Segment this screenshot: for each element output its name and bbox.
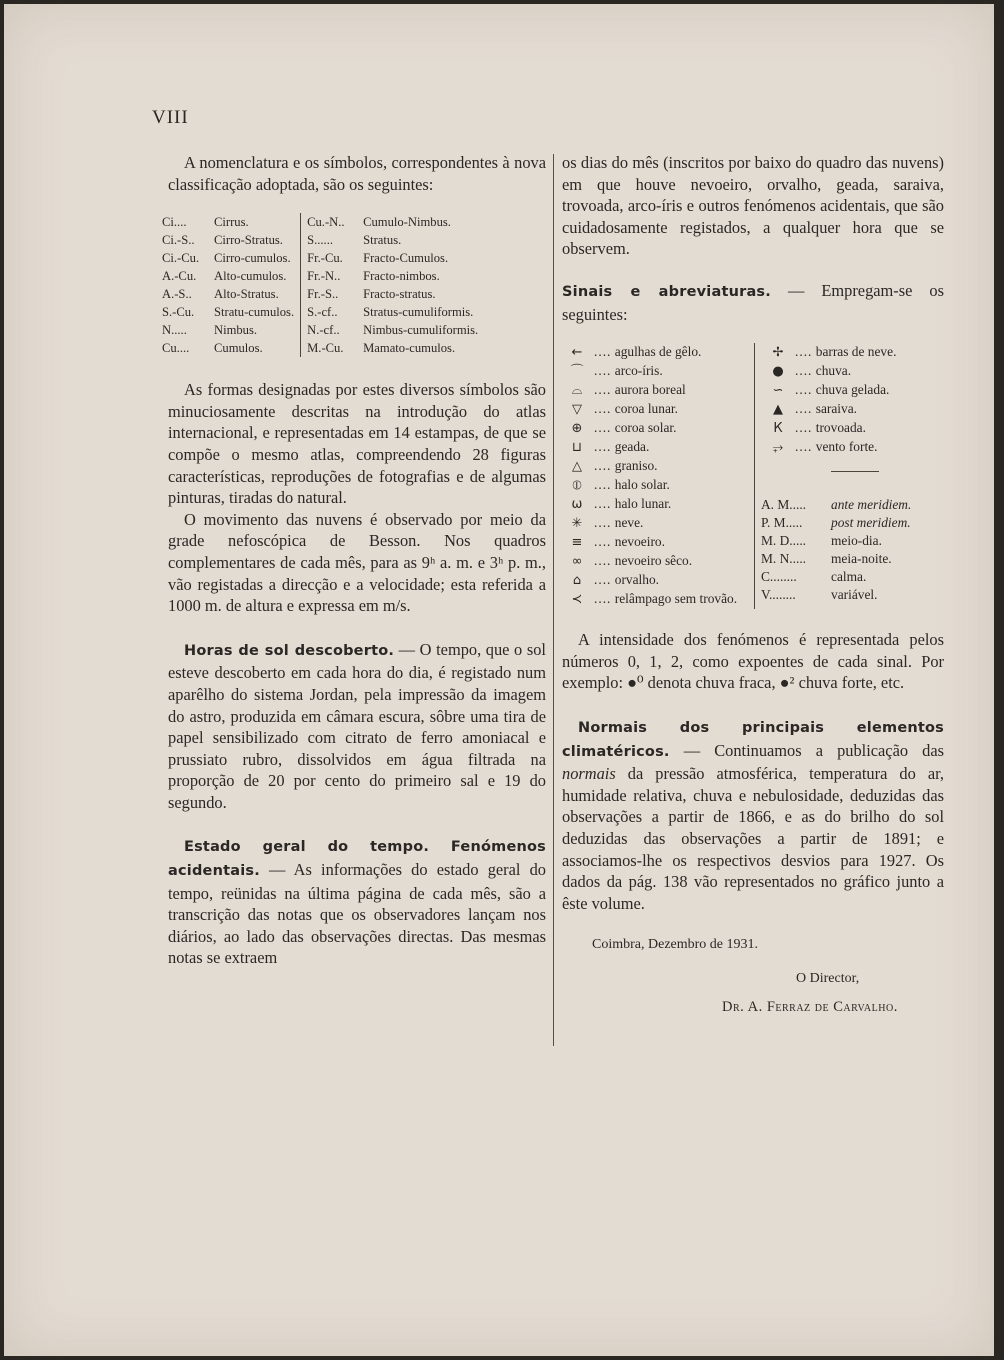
abbreviation-key: N.-cf.. <box>307 323 340 338</box>
abbreviation-row <box>307 285 478 303</box>
abbreviation-row <box>307 249 478 267</box>
abbreviation-value: Cirro-cumulos. <box>214 251 291 266</box>
symbol-row <box>560 514 750 533</box>
abbreviation-row <box>307 321 478 339</box>
time-abbr-value: ante meridiem. <box>831 497 912 513</box>
symbol-dots: .... <box>795 439 813 455</box>
abbreviation-value: Stratus-cumuliformis. <box>363 305 474 320</box>
strong-rain-example: ●² <box>779 673 795 693</box>
symbol-row <box>560 419 750 438</box>
symbol-label: arco-íris. <box>614 363 663 379</box>
symbol-label: vento forte. <box>815 439 878 455</box>
aurora-icon: ⌓ <box>571 383 583 399</box>
cloud-abbr-column-2 <box>300 213 478 357</box>
signs-paragraph <box>562 280 944 325</box>
signature-title: O Director, <box>796 970 860 986</box>
symbol-row <box>560 552 750 571</box>
time-abbr-row <box>761 496 941 514</box>
symbol-dots: .... <box>594 515 612 531</box>
weather-state-text: — As informações do estado geral do tempo, reünidas na última página de cada mês, são a transcrição das notas que os observadores lançam nos diários, ao lado das observações directas. Das mesmas notas se extraem <box>168 860 546 968</box>
symbol-label: aurora boreal <box>614 382 686 398</box>
intensity-text-a: A intensidade dos fenómenos é representada pelos números 0, 1, 2, como expoentes de cada sinal. Por exemplo: <box>562 630 944 693</box>
snow-icon: ✳ <box>571 516 583 532</box>
symbol-label: chuva gelada. <box>815 382 890 398</box>
intensity-paragraph <box>562 629 944 694</box>
weather-state-paragraph <box>168 835 546 969</box>
abbreviation-key: Cu.-N.. <box>307 215 345 230</box>
weak-rain-example: ●⁰ <box>627 673 644 693</box>
dry-fog-icon: ∞ <box>571 554 583 570</box>
symbol-label: trovoada. <box>815 420 866 436</box>
lightning-icon: ≺ <box>571 592 583 608</box>
abbreviation-key: Ci.... <box>162 215 187 230</box>
symbol-row <box>761 381 941 400</box>
fog-icon: ≡ <box>571 535 583 551</box>
time-abbr-row <box>761 586 941 604</box>
abbreviation-key: M.-Cu. <box>307 341 344 356</box>
column-divider <box>553 154 554 1046</box>
symbol-dots: .... <box>795 363 813 379</box>
symbols-column-2 <box>754 343 941 609</box>
abbreviation-value: Stratus. <box>363 233 402 248</box>
abbreviation-value: Alto-cumulos. <box>214 269 287 284</box>
abbreviation-row <box>162 285 294 303</box>
time-abbr-value: meio-dia. <box>831 533 882 549</box>
time-abbr-value: variável. <box>831 587 878 603</box>
abbreviation-value: Fracto-stratus. <box>363 287 436 302</box>
cloud-abbr-column-1 <box>162 213 300 357</box>
symbol-dots: .... <box>795 382 813 398</box>
abbreviation-key: Ci.-S.. <box>162 233 195 248</box>
symbol-label: halo solar. <box>614 477 670 493</box>
normals-emphasis: normais <box>562 764 616 784</box>
symbol-label: graniso. <box>614 458 658 474</box>
snow-bars-icon: ✢ <box>772 345 784 361</box>
time-abbreviations <box>761 496 941 604</box>
hail-icon: △ <box>572 459 582 475</box>
symbol-row <box>560 476 750 495</box>
signature-name: Dr. A. Ferraz de Carvalho. <box>722 999 898 1016</box>
abbreviation-key: S.-cf.. <box>307 305 338 320</box>
solar-halo-icon: ⦶ <box>572 478 582 494</box>
intro-paragraph: A nomenclatura e os símbolos, correspondentes à nova classificação adoptada, são os seguintes: <box>168 153 546 194</box>
symbol-dots: .... <box>795 401 813 417</box>
sleet-icon: ▲ <box>773 402 783 418</box>
continuation-paragraph: os dias do mês (inscritos por baixo do quadro das nuvens) em que houve nevoeiro, orvalho, geada, saraiva, trovoada, arco-íris e outros fenómenos acidentais, que são cuidadosamente registados, a qualquer hora que se observem. <box>562 153 944 259</box>
symbol-row <box>761 419 941 438</box>
sunshine-paragraph <box>168 639 546 814</box>
symbol-row <box>761 362 941 381</box>
time-abbr-key: V........ <box>761 587 796 603</box>
abbreviation-value: Fracto-nimbos. <box>363 269 440 284</box>
symbol-label: orvalho. <box>614 572 660 588</box>
symbol-dots: .... <box>795 344 813 360</box>
symbol-dots: .... <box>594 401 612 417</box>
time-abbr-key: P. M..... <box>761 515 803 531</box>
abbreviation-key: Fr.-S.. <box>307 287 339 302</box>
time-abbr-value: meia-noite. <box>831 551 892 567</box>
symbol-dots: .... <box>594 572 612 588</box>
symbol-row <box>560 362 750 381</box>
time-abbr-row <box>761 532 941 550</box>
time-abbr-key: C........ <box>761 569 797 585</box>
abbreviation-value: Cumulo-Nimbus. <box>363 215 451 230</box>
symbol-dots: .... <box>594 363 612 379</box>
intensity-text-b: denota chuva fraca, <box>643 673 780 693</box>
symbol-row <box>560 457 750 476</box>
time-abbr-key: M. D..... <box>761 533 807 549</box>
abbreviation-row <box>307 267 478 285</box>
symbol-label: coroa solar. <box>614 420 677 436</box>
abbreviation-key: A.-S.. <box>162 287 192 302</box>
symbol-row <box>560 343 750 362</box>
solar-corona-icon: ⊕ <box>571 421 583 437</box>
abbreviation-key: S...... <box>307 233 334 248</box>
abbreviation-value: Cumulos. <box>214 341 263 356</box>
abbreviation-row <box>162 231 294 249</box>
symbol-row <box>560 571 750 590</box>
symbol-dots: .... <box>594 477 612 493</box>
symbols-table <box>560 343 944 609</box>
symbol-row <box>560 590 750 609</box>
symbol-row <box>560 533 750 552</box>
right-column <box>562 152 944 1019</box>
short-divider <box>831 471 879 472</box>
abbreviation-value: Mamato-cumulos. <box>363 341 456 356</box>
document-page <box>4 4 994 1356</box>
abbreviation-key: Fr.-N.. <box>307 269 341 284</box>
symbol-row <box>761 438 941 457</box>
abbreviation-value: Cirrus. <box>214 215 249 230</box>
abbreviation-row <box>307 213 478 231</box>
abbreviation-value: Nimbus. <box>214 323 258 338</box>
cloud-abbreviation-table <box>162 213 546 357</box>
symbol-row <box>560 495 750 514</box>
symbol-label: chuva. <box>815 363 852 379</box>
rainbow-arc-icon: ⌒ <box>570 364 584 380</box>
abbreviation-row <box>307 303 478 321</box>
time-abbr-row <box>761 550 941 568</box>
abbreviation-value: Alto-Stratus. <box>214 287 279 302</box>
time-abbr-row <box>761 568 941 586</box>
abbreviation-row <box>162 213 294 231</box>
arrow-left-icon: ← <box>571 345 583 361</box>
symbol-row <box>560 381 750 400</box>
symbols-column-1 <box>560 343 754 609</box>
rain-icon: ● <box>772 364 784 380</box>
symbol-label: geada. <box>614 439 650 455</box>
abbreviation-row <box>307 339 478 357</box>
abbreviation-key: Ci.-Cu. <box>162 251 200 266</box>
symbol-dots: .... <box>594 439 612 455</box>
movement-paragraph: O movimento das nuvens é observado por meio da grade nefoscópica de Besson. Nos quadros complementares de cada mês, para as 9ʰ a. m. e 3ʰ p. m., vão registadas a direcção e a velocidade; esta referida a 1000 m. de altura e expressa em m/s. <box>168 509 546 616</box>
symbol-label: relâmpago sem trovão. <box>614 591 738 607</box>
abbreviation-key: S.-Cu. <box>162 305 195 320</box>
sunshine-text: — O tempo, que o sol esteve descoberto em cada hora do dia, é registado num aparêlho do sistema Jordan, pela impressão da imagem do astro, produzida em câmara escura, sôbre uma tira de papel sensibilizado com citrato de ferro amoniacal e prussiato rubro, dissolvidos em água filtrada na proporção de 20 por cento do primeiro sal e 19 do segundo. <box>168 639 546 812</box>
page-number: VIII <box>152 107 189 128</box>
symbol-dots: .... <box>795 420 813 436</box>
normals-paragraph <box>562 716 944 914</box>
abbreviation-row <box>162 267 294 285</box>
symbol-row <box>761 343 941 362</box>
symbol-dots: .... <box>594 591 612 607</box>
symbol-label: barras de neve. <box>815 344 897 360</box>
sunshine-heading: Horas de sol descoberto. <box>184 642 395 659</box>
symbol-row <box>560 438 750 457</box>
strong-wind-icon: ⥅ <box>772 440 784 456</box>
time-abbr-row <box>761 514 941 532</box>
symbol-label: neve. <box>614 515 644 531</box>
abbreviation-value: Stratu-cumulos. <box>214 305 295 320</box>
symbol-label: saraiva. <box>815 401 858 417</box>
normals-text-a: — Continuamos a publicação das <box>669 740 944 760</box>
symbol-label: nevoeiro. <box>614 534 665 550</box>
lunar-halo-icon: ω <box>571 497 583 513</box>
normals-heading: Normais dos principais elementos climatéricos. <box>562 719 944 760</box>
symbol-dots: .... <box>594 382 612 398</box>
abbreviation-row <box>162 303 294 321</box>
intensity-text-c: chuva forte, etc. <box>794 673 905 693</box>
symbol-dots: .... <box>594 553 612 569</box>
symbol-row <box>761 400 941 419</box>
abbreviation-row <box>162 321 294 339</box>
abbreviation-value: Cirro-Stratus. <box>214 233 283 248</box>
signature-place-date: Coimbra, Dezembro de 1931. <box>592 937 759 953</box>
abbreviation-row <box>162 249 294 267</box>
signs-text: — Empregam-se os seguintes: <box>562 280 944 324</box>
weather-state-heading: Estado geral do tempo. Fenómenos acidentais. <box>168 839 546 880</box>
lunar-corona-icon: ▽ <box>572 402 582 418</box>
symbol-row <box>560 400 750 419</box>
abbreviation-value: Nimbus-cumuliformis. <box>363 323 479 338</box>
abbreviation-key: N..... <box>162 323 187 338</box>
dew-icon: ⌂ <box>572 573 582 589</box>
normals-text-b: da pressão atmosférica, temperatura do ar, humidade relativa, chuva e nebulosidade, deduzidas das observações a partir de 1866, e as do brilho do sol deduzidas das observações a partir de 1891; e associamos-lhe os respectivos desvios para 1927. Os dados da pág. 138 vão representados no gráfico junto a êste volume. <box>562 764 944 913</box>
abbreviation-key: Cu.... <box>162 341 190 356</box>
abbreviation-row <box>307 231 478 249</box>
abbreviation-key: Fr.-Cu. <box>307 251 343 266</box>
time-abbr-key: M. N..... <box>761 551 807 567</box>
symbol-dots: .... <box>594 344 612 360</box>
time-abbr-key: A. M..... <box>761 497 807 513</box>
time-abbr-value: calma. <box>831 569 867 585</box>
abbreviation-key: A.-Cu. <box>162 269 197 284</box>
freezing-rain-icon: ∽ <box>772 383 784 399</box>
symbol-label: coroa lunar. <box>614 401 678 417</box>
thunderstorm-icon: К <box>773 421 783 437</box>
symbol-label: nevoeiro sêco. <box>614 553 693 569</box>
symbol-dots: .... <box>594 458 612 474</box>
signs-heading: Sinais e abreviaturas. <box>562 283 771 300</box>
symbol-label: halo lunar. <box>614 496 672 512</box>
time-abbr-value: post meridiem. <box>831 515 911 531</box>
symbol-dots: .... <box>594 496 612 512</box>
frost-icon: ⊔ <box>571 440 583 456</box>
left-column <box>162 152 546 969</box>
symbol-dots: .... <box>594 534 612 550</box>
abbreviation-row <box>162 339 294 357</box>
symbol-dots: .... <box>594 420 612 436</box>
abbreviation-value: Fracto-Cumulos. <box>363 251 449 266</box>
forms-paragraph: As formas designadas por estes diversos símbolos são minuciosamente descritas na introdução do atlas internacional, e representadas em 14 estampas, de que se compõe o mesmo atlas, compreendendo 28 figuras características, reproduções de fotografias e de algumas pinturas, tiradas do natural. <box>168 380 546 508</box>
symbol-label: agulhas de gêlo. <box>614 344 702 360</box>
